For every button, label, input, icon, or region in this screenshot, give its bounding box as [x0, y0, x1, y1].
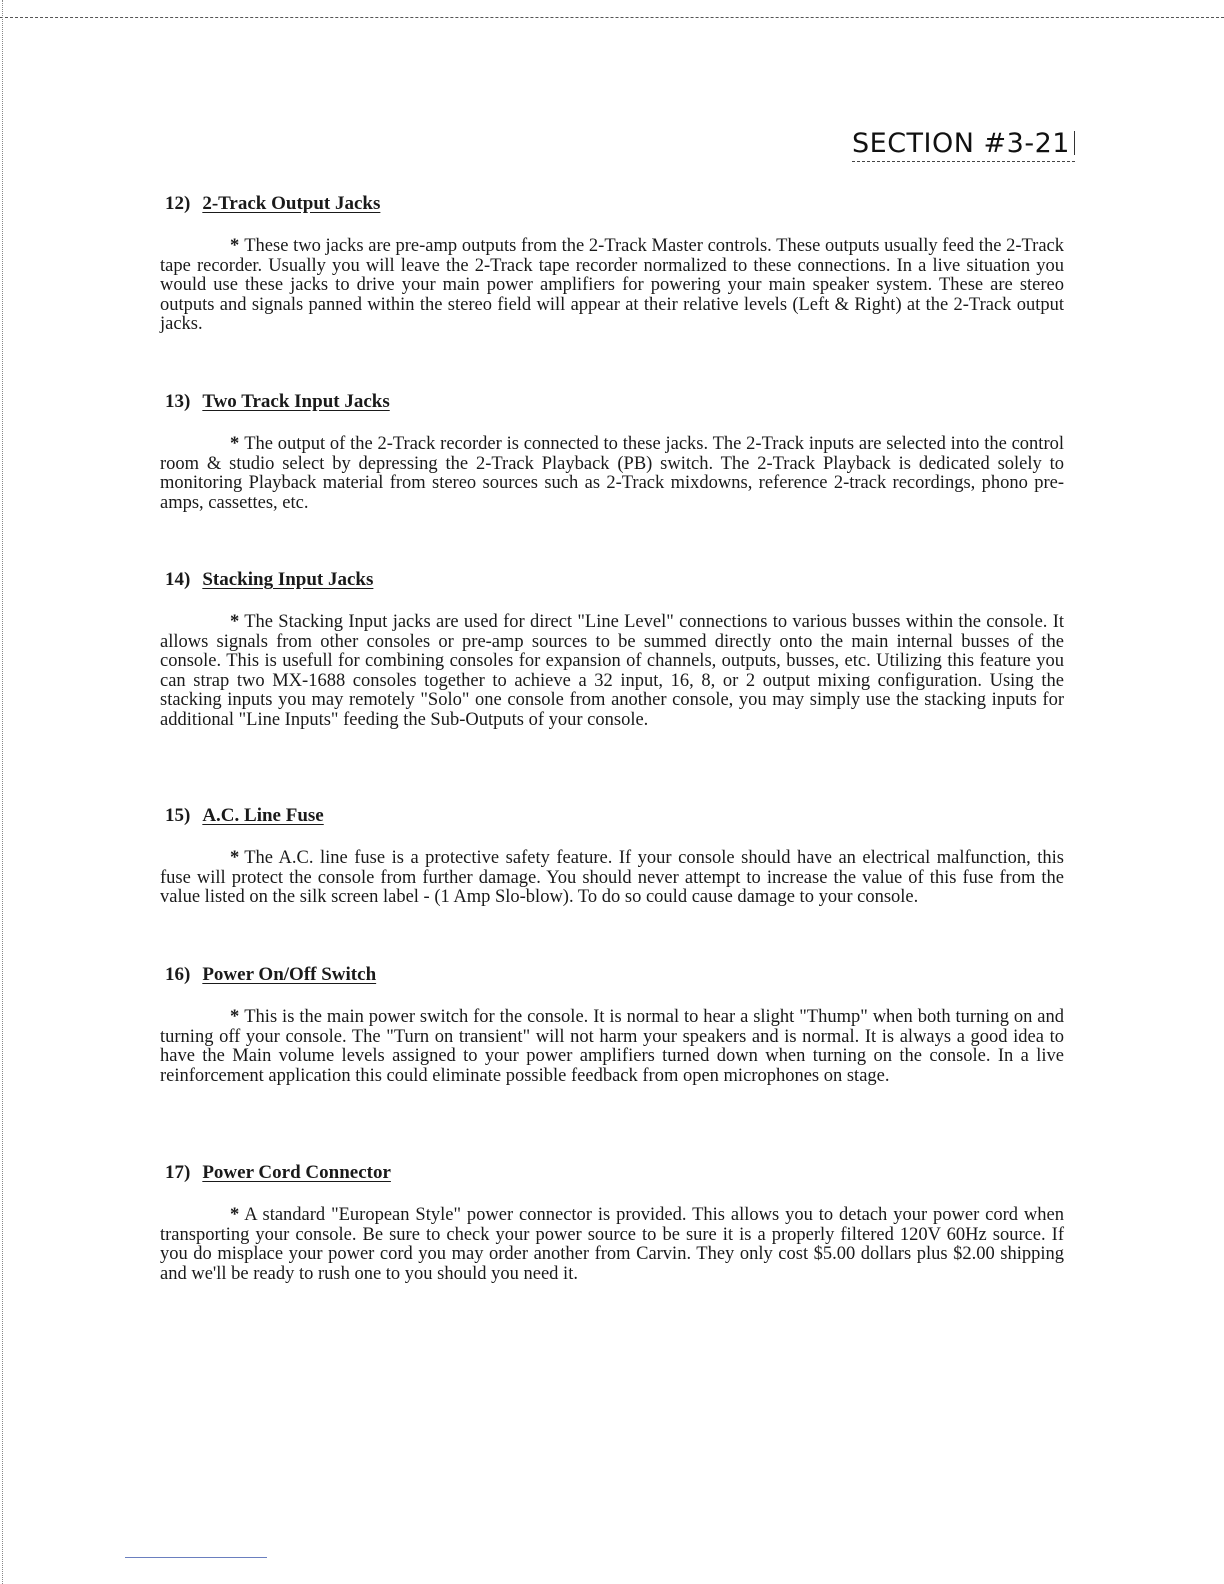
- item-name: A.C. Line Fuse: [202, 805, 324, 826]
- item-ac-line-fuse: [160, 805, 1064, 908]
- item-number: 13): [165, 391, 191, 412]
- top-scan-rule: [0, 17, 1224, 18]
- bottom-scan-mark: [125, 1557, 267, 1558]
- item-number: 12): [165, 193, 191, 214]
- item-body: [160, 435, 1064, 513]
- item-body: [160, 849, 1064, 908]
- item-body: [160, 613, 1064, 731]
- item-name: Two Track Input Jacks: [202, 391, 390, 412]
- item-power-on-off-switch: [160, 964, 1064, 1086]
- item-number: 15): [165, 805, 191, 826]
- item-title: [165, 1162, 1064, 1184]
- item-name: Power On/Off Switch: [202, 964, 377, 985]
- bullet-mark: *: [230, 848, 240, 868]
- item-name: Stacking Input Jacks: [202, 569, 374, 590]
- item-text: This is the main power switch for the console. It is normal to hear a slight "Thump" when both turning on and turning off your console. The "Turn on transient" will not harm your speakers and is normal. It is always a good idea to have the Main volume levels assigned to your power amplifiers turned down when turning on the console. In a live reinforcement application this could eliminate possible feedback from open microphones on stage.: [160, 1007, 1064, 1086]
- section-header: [852, 128, 1075, 162]
- item-number: 14): [165, 569, 191, 590]
- item-text: The Stacking Input jacks are used for direct "Line Level" connections to various busses within the console. It allows signals from other consoles or pre-amp sources to be summed directly onto the main internal busses of the console. This is usefull for combining consoles for expansion of channels, outputs, busses, etc. Utilizing this feature you can strap two MX-1688 consoles together to achieve a 32 input, 16, 8, or 2 output mixing configuration. Using the stacking inputs you may remotely "Solo" one console from another console, you may simply use the stacking inputs for additional "Line Inputs" feeding the Sub-Outputs of your console.: [160, 612, 1064, 730]
- item-name: 2-Track Output Jacks: [202, 193, 381, 214]
- item-number: 16): [165, 964, 191, 985]
- item-body: [160, 1206, 1064, 1284]
- item-title: [165, 193, 1064, 215]
- bullet-mark: *: [230, 236, 240, 256]
- item-body: [160, 237, 1064, 335]
- item-2-track-output-jacks: [160, 193, 1064, 335]
- item-power-cord-connector: [160, 1162, 1064, 1284]
- item-name: Power Cord Connector: [202, 1162, 391, 1183]
- item-text: A standard "European Style" power connector is provided. This allows you to detach your power cord when transporting your console. Be sure to check your power source to be sure it is a properly filtered 120V 60Hz source. If you do misplace your power cord you may order another from Carvin. They only cost $5.00 dollars plus $2.00 shipping and we'll be ready to rush one to you should you need it.: [160, 1205, 1064, 1284]
- item-stacking-input-jacks: [160, 569, 1064, 731]
- item-text: These two jacks are pre-amp outputs from the 2-Track Master controls. These outputs usually feed the 2-Track tape recorder. Usually you will leave the 2-Track tape recorder normalized to these connections. In a live situation you would use these jacks to drive your main power amplifiers for powering your main speaker system. These are stereo outputs and signals panned within the stereo field will appear at their relative levels (Left & Right) at the 2-Track output jacks.: [160, 236, 1064, 335]
- section-label: SECTION #3-21: [852, 128, 1070, 159]
- header-edge-mark: [1074, 131, 1075, 155]
- bullet-mark: *: [230, 612, 240, 632]
- item-title: [165, 964, 1064, 986]
- bullet-mark: *: [230, 1205, 240, 1225]
- left-scan-edge: [2, 0, 3, 1584]
- bullet-mark: *: [230, 1007, 240, 1027]
- item-title: [165, 805, 1064, 827]
- item-title: [165, 391, 1064, 413]
- item-title: [165, 569, 1064, 591]
- item-body: [160, 1008, 1064, 1086]
- item-text: The output of the 2-Track recorder is connected to these jacks. The 2-Track inputs are selected into the control room & studio select by depressing the 2-Track Playback (PB) switch. The 2-Track Playback is dedicated solely to monitoring Playback material from stereo sources such as 2-Track mixdowns, reference 2-track recordings, phono pre-amps, cassettes, etc.: [160, 434, 1064, 513]
- item-two-track-input-jacks: [160, 391, 1064, 513]
- item-number: 17): [165, 1162, 191, 1183]
- item-text: The A.C. line fuse is a protective safety feature. If your console should have an electrical malfunction, this fuse will protect the console from further damage. You should never attempt to increase the value of this fuse from the value listed on the silk screen label - (1 Amp Slo-blow). To do so could cause damage to your console.: [160, 848, 1064, 908]
- bullet-mark: *: [230, 434, 240, 454]
